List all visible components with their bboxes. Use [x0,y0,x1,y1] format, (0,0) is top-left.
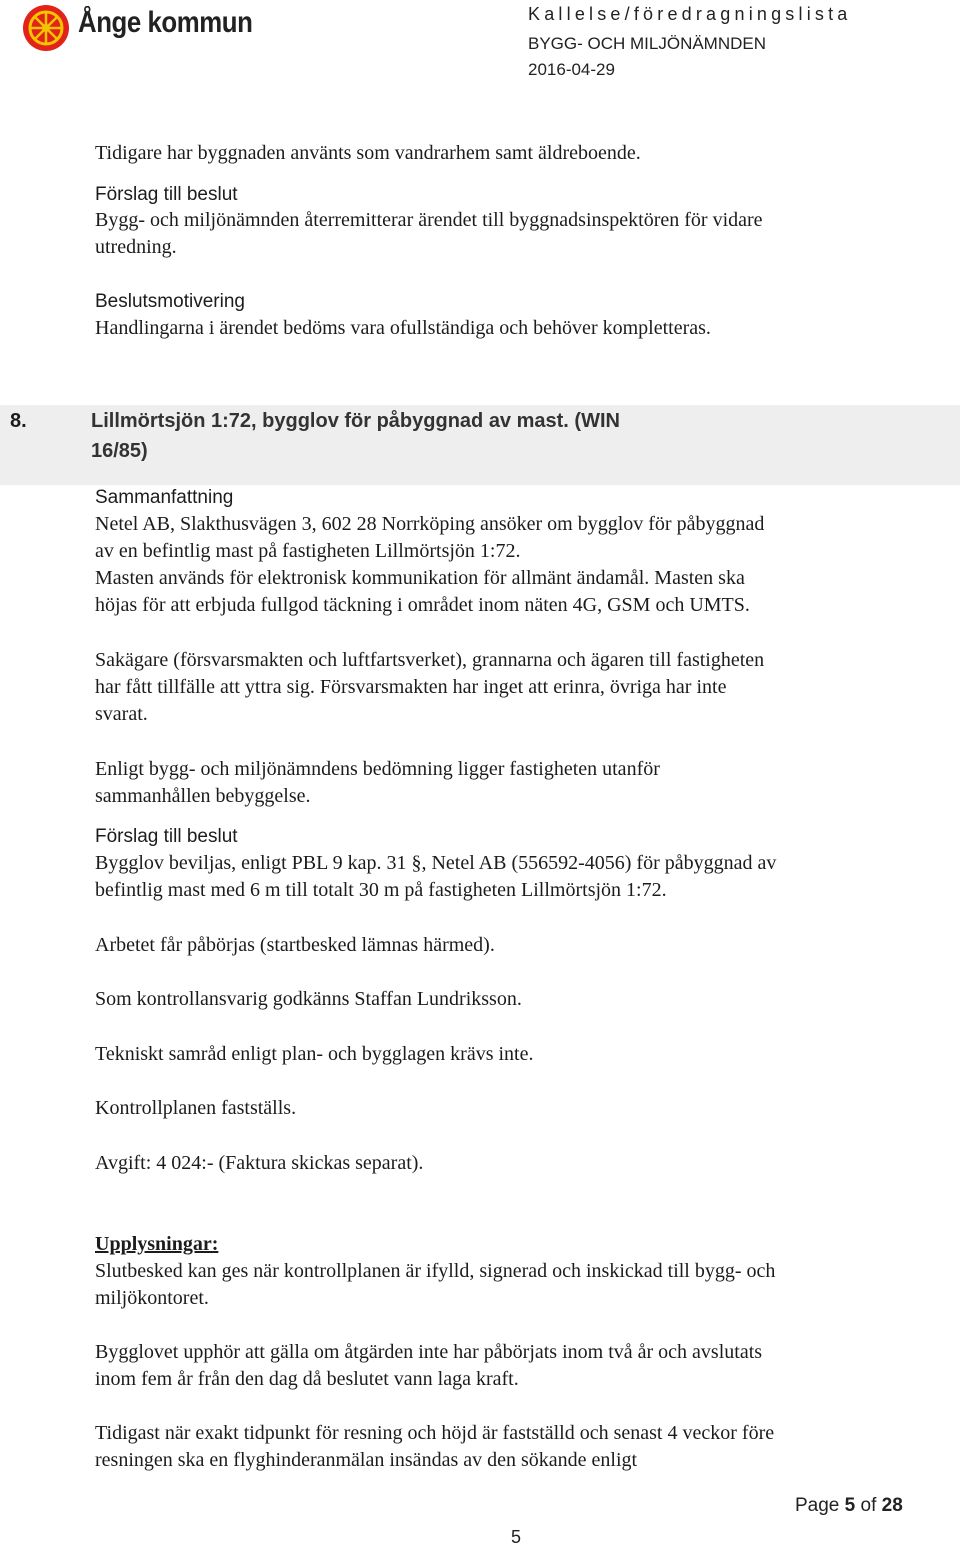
paragraph: Slutbesked kan ges när kontrollplanen är ifylld, signerad och inskickad till bygg- och [95,1260,776,1282]
paragraph: Arbetet får påbörjas (startbesked lämnas härmed). [95,934,495,956]
municipality-logo [22,4,70,52]
paragraph: av en befintlig mast på fastigheten Lillmörtsjön 1:72. [95,540,521,562]
paragraph: Tekniskt samråd enligt plan- och bygglagen krävs inte. [95,1043,534,1065]
paragraph: Kontrollplanen fastställs. [95,1097,297,1119]
paragraph: befintlig mast med 6 m till totalt 30 m på fastigheten Lillmörtsjön 1:72. [95,879,667,901]
paragraph: har fått tillfälle att yttra sig. Försvarsmakten har inget att erinra, övriga har inte [95,676,727,698]
paragraph: inom fem år från den dag då beslutet vann laga kraft. [95,1368,519,1390]
paragraph: Bygg- och miljönämnden återremitterar ärendet till byggnadsinspektören för vidare [95,209,763,231]
paragraph: utredning. [95,236,177,258]
paragraph: Som kontrollansvarig godkänns Staffan Lundriksson. [95,988,522,1010]
agenda-item-title: Lillmörtsjön 1:72, bygglov för påbyggnad av mast. (WIN [91,410,620,432]
paragraph: miljökontoret. [95,1287,209,1309]
page-indicator [795,1495,903,1517]
logo-wheel-hub [42,24,50,32]
paragraph: Tidigast när exakt tidpunkt för resning och höjd är fastställd och senast 4 veckor före [95,1422,775,1444]
summary-heading: Sammanfattning [95,487,234,508]
page-number-center: 5 [511,1527,522,1547]
paragraph: resningen ska en flyghinderanmälan insändas av den sökande enligt [95,1449,638,1471]
agenda-item-number: 8. [10,410,27,432]
paragraph: Tidigare har byggnaden använts som vandrarhem samt äldreboende. [95,142,641,164]
municipality-name: Ånge kommun [78,6,253,39]
page-current: 5 [844,1495,856,1516]
paragraph: Sakägare (försvarsmakten och luftfartsverket), grannarna och ägaren till fastigheten [95,649,765,671]
paragraph: Avgift: 4 024:- (Faktura skickas separat). [95,1152,424,1174]
document-title: Kallelse/föredragningslista [528,4,852,24]
board-name: BYGG- OCH MILJÖNÄMNDEN [528,34,767,53]
paragraph: sammanhållen bebyggelse. [95,785,311,807]
paragraph: Enligt bygg- och miljönämndens bedömning ligger fastigheten utanför [95,758,660,780]
paragraph: svarat. [95,703,148,725]
proposal-heading: Förslag till beslut [95,184,238,205]
paragraph: Bygglov beviljas, enligt PBL 9 kap. 31 §, Netel AB (556592-4056) för påbyggnad av [95,852,777,874]
motivation-heading: Beslutsmotivering [95,291,245,312]
info-heading: Upplysningar: [95,1233,219,1255]
document-date: 2016-04-29 [528,60,615,79]
paragraph: höjas för att erbjuda fullgod täckning i området inom näten 4G, GSM och UMTS. [95,594,750,616]
paragraph: Netel AB, Slakthusvägen 3, 602 28 Norrköping ansöker om bygglov för påbyggnad [95,513,765,535]
paragraph: Handlingarna i ärendet bedöms vara ofullständiga och behöver kompletteras. [95,317,711,339]
agenda-item-title-continued: 16/85) [91,440,148,462]
page-label: Page [795,1495,840,1516]
paragraph: Bygglovet upphör att gälla om åtgärden inte har påbörjats inom två år och avslutats [95,1341,763,1363]
paragraph: Masten används för elektronisk kommunikation för allmänt ändamål. Masten ska [95,567,745,589]
proposal-heading: Förslag till beslut [95,826,238,847]
page-total: 28 [881,1495,903,1516]
page-of-label: of [860,1495,877,1516]
